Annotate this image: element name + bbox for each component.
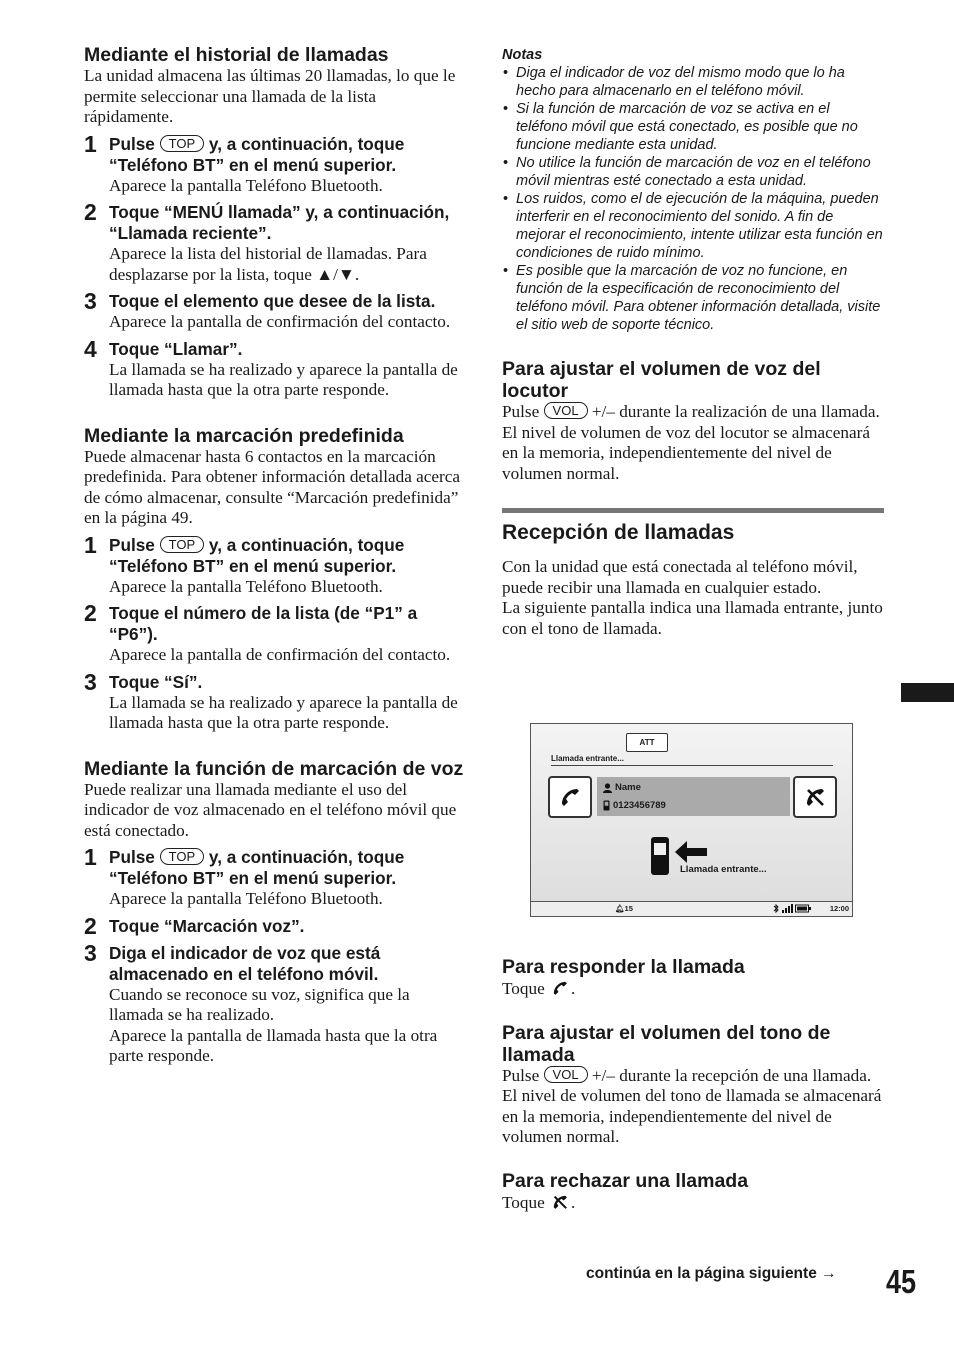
phone-reject-icon xyxy=(802,784,828,810)
vol-button-label: VOL xyxy=(544,402,588,419)
body-text: . xyxy=(571,979,576,998)
step-3 xyxy=(84,939,464,1067)
step-text: Toque “Marcación voz”. xyxy=(109,915,305,936)
section-heading: Para ajustar el volumen de voz del locutor xyxy=(502,358,821,402)
section-intro: Puede almacenar hasta 6 contactos en la marcación predefinida. Para obtener información detallada acerca de cómo almacenar, consulte “Marcación predefinida” en la página 49. xyxy=(84,446,461,527)
section-voz xyxy=(84,758,464,1067)
caller-name-row xyxy=(603,782,641,793)
reject-call-button[interactable] xyxy=(793,776,837,818)
continue-note: continúa en la página siguiente → xyxy=(586,1265,837,1282)
step-number: 2 xyxy=(84,199,97,225)
step-text: Toque “MENÚ llamada” y, a continuación, “Llamada reciente”. xyxy=(109,202,450,243)
note-item: • Diga el indicador de voz del mismo modo que lo ha hecho para almacenarlo en el teléfono móvil. xyxy=(502,64,884,100)
caller-number-row xyxy=(603,800,666,811)
note-item: • Es posible que la marcación de voz no funcione, en función de la especificación de reconocimiento del teléfono móvil. Para obtener información detallada, visite el sitio web de soporte técnico. xyxy=(502,262,884,334)
step-1 xyxy=(84,531,464,598)
step-number: 1 xyxy=(84,531,97,558)
caller-number: 0123456789 xyxy=(613,800,666,811)
body-text: Pulse xyxy=(502,1065,540,1085)
note-item: • Los ruidos, como el de ejecución de la máquina, pueden interferir en el reconocimiento del sonido. A fin de mejorar el reconocimiento, intente utilizar esta función en condiciones de ruido mínimo. xyxy=(502,190,884,262)
step-result: Aparece la pantalla de confirmación del contacto. xyxy=(109,312,451,331)
person-icon xyxy=(603,783,612,793)
section-predefinida xyxy=(84,425,464,734)
step-text: y, a continuación, toque “Teléfono BT” en el menú superior. xyxy=(109,847,405,888)
section-vol-locutor xyxy=(502,358,884,484)
step-number: 3 xyxy=(84,939,97,966)
body-text: +/– durante la realización de una llamada. xyxy=(591,402,880,421)
battery-icon xyxy=(795,904,811,913)
step-result: Aparece la pantalla de llamada hasta que la otra parte responde. xyxy=(109,1025,438,1065)
top-button-label: TOP xyxy=(160,536,205,553)
signal-icon xyxy=(781,904,793,913)
step-result: Aparece la pantalla Teléfono Bluetooth. xyxy=(109,576,383,596)
section-rechazar xyxy=(502,1170,884,1214)
step-number: 3 xyxy=(84,668,97,695)
step-2 xyxy=(84,600,464,666)
note-item: • Si la función de marcación de voz se activa en el teléfono móvil que está conectado, es posible que no funcione mediante esta unidad. xyxy=(502,100,884,154)
left-column xyxy=(84,44,464,1067)
step-result: La llamada se ha realizado y aparece la pantalla de llamada hasta que la otra parte responde. xyxy=(109,692,458,732)
right-column xyxy=(502,46,884,639)
step-result: Aparece la pantalla de confirmación del contacto. xyxy=(109,645,451,664)
step-text: Diga el indicador de voz que está almacenado en el teléfono móvil. xyxy=(109,942,381,984)
phone-answer-icon xyxy=(549,978,571,998)
step-number: 4 xyxy=(84,335,97,362)
step-number: 3 xyxy=(84,288,97,314)
answer-call-button[interactable] xyxy=(548,776,592,818)
status-bar xyxy=(531,901,852,916)
step-2 xyxy=(84,912,464,939)
body-text: Toque xyxy=(502,979,545,998)
mobile-icon xyxy=(603,800,610,811)
top-button-label: TOP xyxy=(160,848,205,865)
top-button-label: TOP xyxy=(160,135,205,152)
status-icons xyxy=(773,904,811,915)
section-rule xyxy=(502,508,884,513)
step-3 xyxy=(84,668,464,734)
step-result: Aparece la lista del historial de llamadas. Para desplazarse por la lista, toque ▲/▼. xyxy=(109,244,427,284)
step-1 xyxy=(84,844,464,910)
note-item: • No utilice la función de marcación de voz en el teléfono móvil mientras esté conectado a esta unidad. xyxy=(502,154,884,190)
step-number: 2 xyxy=(84,912,97,939)
body-text: La siguiente pantalla indica una llamada entrante, junto con el tono de llamada. xyxy=(502,598,883,638)
section-heading: Mediante la marcación predefinida xyxy=(84,424,404,447)
body-text: Pulse xyxy=(502,402,540,421)
section-heading: Para rechazar una llamada xyxy=(502,1169,749,1192)
clock: 12:00 xyxy=(829,904,849,913)
step-number: 1 xyxy=(84,130,97,157)
section-heading: Mediante el historial de llamadas xyxy=(84,44,389,66)
step-1 xyxy=(84,130,464,197)
body-text: Toque xyxy=(502,1192,545,1212)
phone-reject-icon xyxy=(549,1192,571,1212)
step-text: y, a continuación, toque “Teléfono BT” en el menú superior. xyxy=(109,133,405,175)
section-heading-main: Recepción de llamadas xyxy=(502,521,735,544)
vol-button-label: VOL xyxy=(544,1066,588,1083)
step-3 xyxy=(84,288,464,333)
section-vol-tono xyxy=(502,1022,884,1148)
bluetooth-icon xyxy=(773,904,779,913)
caller-info xyxy=(597,777,790,816)
notes-title: Notas xyxy=(502,47,543,63)
section-heading: Para ajustar el volumen del tono de llamada xyxy=(502,1021,831,1066)
right-column-lower xyxy=(502,956,884,1213)
step-result: Cuando se reconoce su voz, significa que la llamada se ha realizado. xyxy=(109,984,410,1024)
step-text: Pulse xyxy=(109,133,155,154)
step-result: La llamada se ha realizado y aparece la pantalla de llamada hasta que la otra parte responde. xyxy=(109,359,458,399)
caller-name: Name xyxy=(615,782,641,793)
att-button[interactable]: ATT xyxy=(626,733,668,752)
step-number: 2 xyxy=(84,600,97,626)
body-text: . xyxy=(571,1192,576,1212)
step-text: y, a continuación, toque “Teléfono BT” en el menú superior. xyxy=(109,534,405,576)
step-result: Aparece la pantalla Teléfono Bluetooth. xyxy=(109,889,383,908)
step-4 xyxy=(84,335,464,401)
screen-title: Llamada entrante... xyxy=(551,754,833,766)
step-number: 1 xyxy=(84,844,97,870)
body-text: El nivel de volumen del tono de llamada se almacenará en la memoria, independientemente del nivel de volumen normal. xyxy=(502,1086,882,1146)
step-text: Toque el elemento que desee de la lista. xyxy=(109,291,436,311)
step-text: Pulse xyxy=(109,847,155,867)
phone-answer-icon xyxy=(557,784,583,810)
volume-indicator xyxy=(615,904,633,913)
body-text: +/– durante la recepción de una llamada. xyxy=(591,1065,872,1085)
section-responder xyxy=(502,956,884,1000)
section-heading: Mediante la función de marcación de voz xyxy=(84,757,464,780)
incoming-label: Llamada entrante... xyxy=(680,864,767,875)
step-text: Pulse xyxy=(109,534,155,555)
notes-list xyxy=(502,64,884,334)
step-result: Aparece la pantalla Teléfono Bluetooth. xyxy=(109,175,383,195)
section-intro: La unidad almacena las últimas 20 llamadas, lo que le permite seleccionar una llamada de la lista rápidamente. xyxy=(84,66,456,126)
step-text: Toque el número de la lista (de “P1” a “P6”). xyxy=(109,603,418,644)
section-intro: Puede realizar una llamada mediante el uso del indicador de voz almacenado en el teléfono móvil que está conectado. xyxy=(84,779,457,840)
page-number: 45 xyxy=(886,1263,917,1300)
section-historial xyxy=(84,44,464,401)
body-text: Con la unidad que está conectada al teléfono móvil, puede recibir una llamada en cualquier estado. xyxy=(502,557,858,597)
section-tab-marker xyxy=(901,683,954,702)
volume-value: 15 xyxy=(624,904,633,913)
incoming-call-screen xyxy=(530,723,853,917)
body-text: El nivel de volumen de voz del locutor se almacenará en la memoria, independientemente del nivel de volumen normal. xyxy=(502,422,870,483)
bell-icon: 🔔︎ xyxy=(615,904,625,913)
step-text: Toque “Llamar”. xyxy=(109,338,243,359)
step-text: Toque “Sí”. xyxy=(109,671,203,692)
section-heading: Para responder la llamada xyxy=(502,956,745,978)
step-2 xyxy=(84,199,464,285)
